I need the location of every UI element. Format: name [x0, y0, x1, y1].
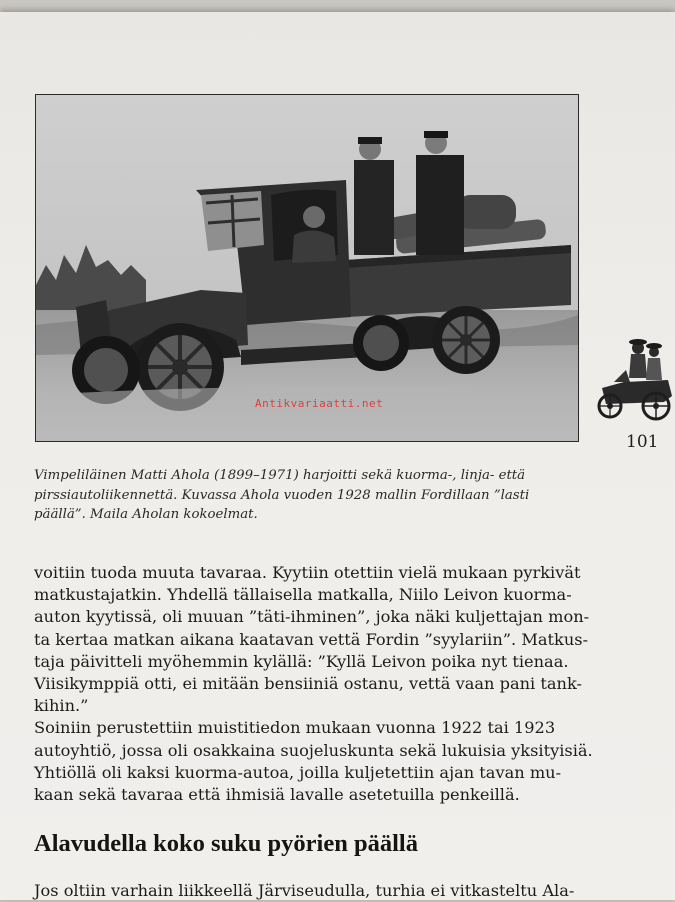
- text-line: matkustajatkin. Yhdellä tällaisella matkalla, Niilo Leivon kuorma-: [34, 585, 572, 605]
- caption-line: Vimpeliläinen Matti Ahola (1899–1971) harjoitti sekä kuorma-, linja- että: [34, 468, 526, 483]
- vintage-car-illustration-icon: [594, 330, 675, 422]
- paragraph: [34, 717, 594, 806]
- text-line: autoyhtiö, jossa oli osakkaina suojeluskunta sekä lukuisia yksityisiä.: [34, 740, 593, 760]
- truck-photo-illustration: [36, 95, 578, 441]
- text-line: kihin.”: [34, 696, 89, 716]
- photo-caption: [34, 466, 594, 525]
- caption-line: pirssiautoliikennettä. Kuvassa Ahola vuoden 1928 mallin Fordillaan ”lasti: [34, 487, 530, 503]
- paragraph: [34, 562, 594, 717]
- text-line: Soiniin perustettiin muistitiedon mukaan vuonna 1922 tai 1923: [34, 718, 556, 738]
- watermark-text: Antikvariaatti.net: [255, 397, 384, 410]
- text-line: kaan sekä tavaraa että ihmisiä lavalle asetetuilla penkeillä.: [34, 785, 520, 805]
- text-line: voitiin tuoda muuta tavaraa. Kyytiin otettiin vielä mukaan pyrkivät: [34, 563, 581, 582]
- caption-line: päällä”. Maila Aholan kokoelmat.: [34, 507, 258, 522]
- body-text: [34, 562, 594, 806]
- text-line: auton kyytissä, oli muuan ”täti-ihminen”, joka näki kuljettajan mon-: [34, 607, 590, 627]
- text-line: Jos oltiin varhain liikkeellä Järviseudulla, turhia ei vitkasteltu Ala-: [34, 881, 575, 900]
- text-line: taja päivitteli myöhemmin kylällä: ”Kyllä Leivon poika nyt tienaa.: [34, 651, 569, 671]
- section-heading: Alavudella koko suku pyörien päällä: [34, 830, 418, 857]
- text-line: ta kertaa matkan aikana kaatavan vettä Fordin ”syylariin”. Matkus-: [34, 629, 589, 649]
- page-number: 101: [626, 432, 659, 452]
- text-line: Yhtiöllä oli kaksi kuorma-autoa, joilla kuljetettiin ajan tavan mu-: [34, 762, 562, 782]
- text-line: Viisikymppiä otti, ei mitään bensiiniä ostanu, vettä vaan pani tank-: [34, 674, 582, 694]
- book-page: [0, 12, 675, 900]
- historical-truck-photo: [35, 94, 579, 442]
